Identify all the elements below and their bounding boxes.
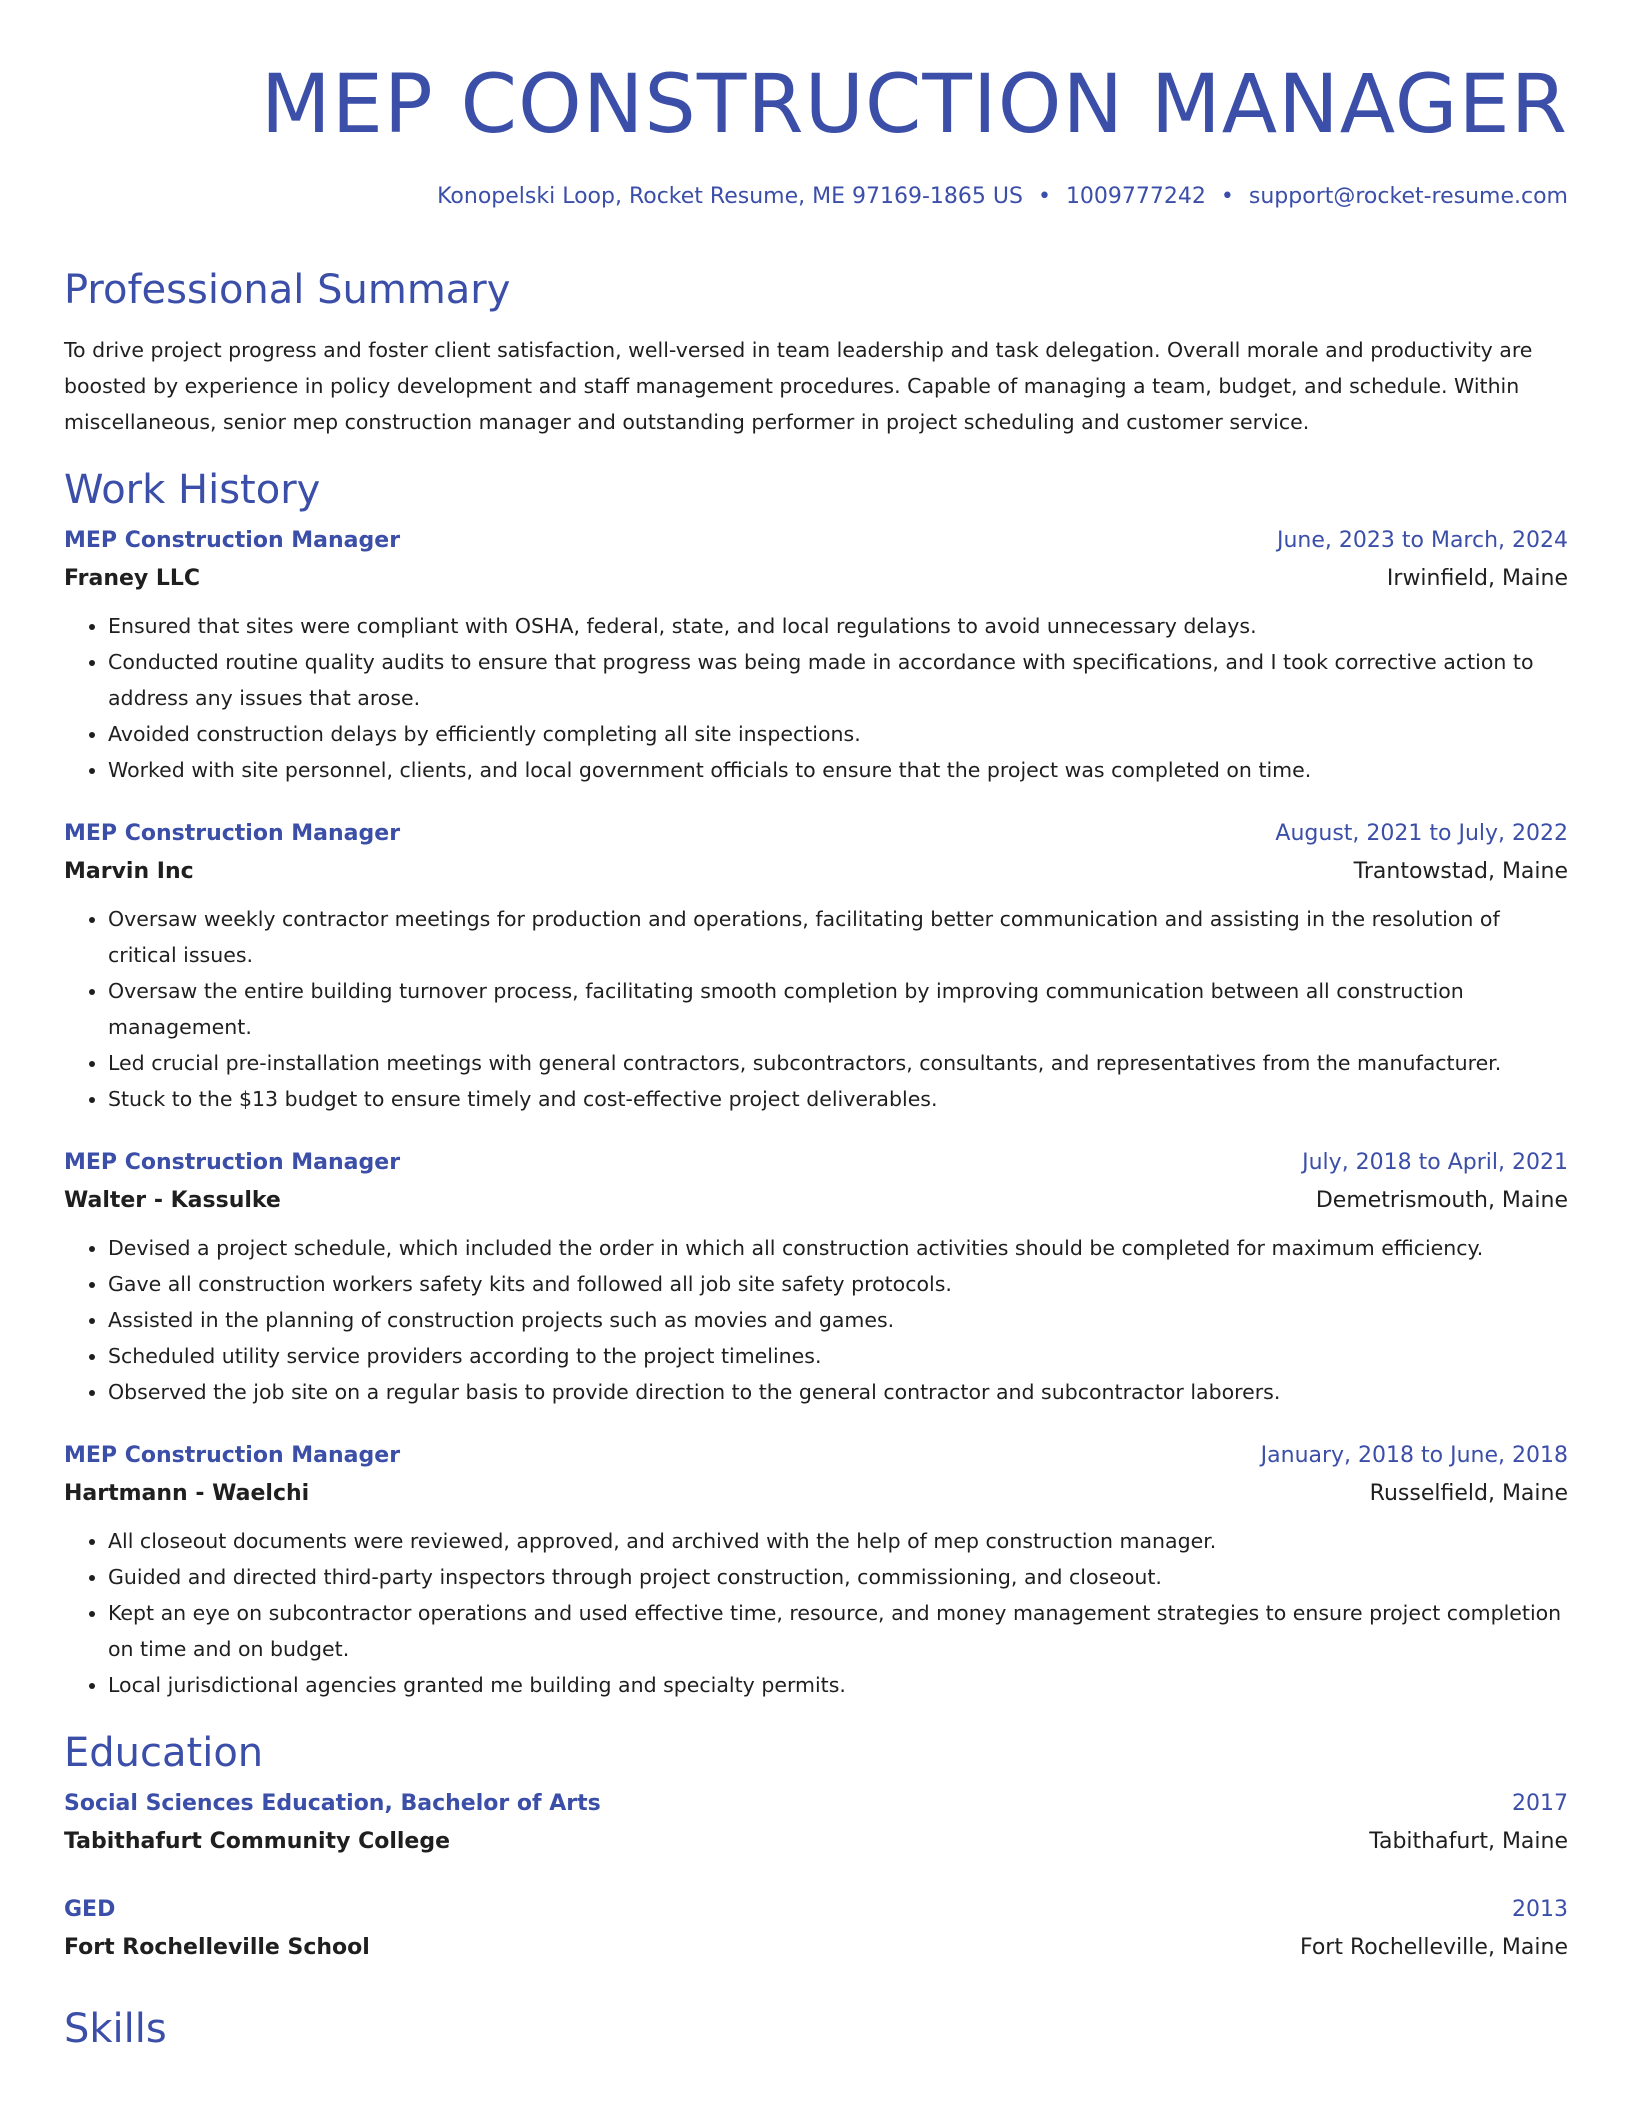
work-history-section — [64, 458, 1568, 1703]
job-bullets — [64, 1523, 1568, 1703]
contact-phone: 1009777242 — [1065, 184, 1206, 209]
job-location: Irwinfield, Maine — [1386, 566, 1568, 591]
skills-heading: Skills — [64, 2006, 167, 2052]
job-company: Walter - Kassulke — [64, 1188, 281, 1213]
resume-body — [64, 258, 1568, 2061]
job-bullets — [64, 608, 1568, 788]
job-bullet: • Led crucial pre-installation meetings with general contractors, subcontractors, consultants, and representatives from the manufacturer. — [108, 1045, 1568, 1081]
job-title: MEP Construction Manager — [64, 821, 401, 846]
job-bullet: • Oversaw weekly contractor meetings for production and operations, facilitating better communication and assisting in the resolution of critical issues. — [108, 901, 1568, 973]
job-bullet: • Kept an eye on subcontractor operations and used effective time, resource, and money management strategies to ensure project completion on time and on budget. — [108, 1595, 1568, 1667]
education-year: 2013 — [1512, 1897, 1568, 1922]
job-company: Marvin Inc — [64, 859, 194, 884]
job-bullet: • Scheduled utility service providers according to the project timelines. — [108, 1338, 1568, 1374]
job-entry — [64, 1437, 1568, 1703]
job-location: Russelfield, Maine — [1369, 1481, 1568, 1506]
education-entry — [64, 1785, 1568, 1861]
job-company: Franey LLC — [64, 566, 201, 591]
job-company-row — [64, 1475, 1568, 1513]
job-bullet: • Stuck to the $13 budget to ensure timely and cost-effective project deliverables. — [108, 1081, 1568, 1117]
job-dates: July, 2018 to April, 2021 — [1302, 1150, 1568, 1175]
education-header-row — [64, 1891, 1568, 1929]
contact-email: support@rocket-resume.com — [1248, 184, 1568, 209]
job-header-row — [64, 1437, 1568, 1475]
education-school-row — [64, 1823, 1568, 1861]
summary-text: To drive project progress and foster client satisfaction, well-versed in team leadership and task delegation. Overall morale and productivity are boosted by experience in policy development and staff management procedures. Capable of managing a team, budget, and schedule. Within miscellaneous, senior mep construction manager and outstanding performer in project scheduling and customer service. — [64, 338, 1533, 434]
summary-section — [64, 258, 1568, 440]
job-dates: June, 2023 to March, 2024 — [1277, 528, 1568, 553]
resume-title: MEP CONSTRUCTION MANAGER — [260, 58, 1568, 152]
education-degree: GED — [64, 1897, 116, 1922]
job-dates: August, 2021 to July, 2022 — [1275, 821, 1568, 846]
job-location: Trantowstad, Maine — [1353, 859, 1568, 884]
education-entry — [64, 1891, 1568, 1967]
education-school: Fort Rochelleville School — [64, 1935, 370, 1960]
job-header-row — [64, 815, 1568, 853]
job-location: Demetrismouth, Maine — [1315, 1188, 1568, 1213]
job-header-row — [64, 1144, 1568, 1182]
summary-heading: Professional Summary — [64, 267, 511, 313]
education-location: Fort Rochelleville, Maine — [1299, 1935, 1568, 1960]
job-company-row — [64, 853, 1568, 891]
education-school-row — [64, 1929, 1568, 1967]
job-bullet: • Observed the job site on a regular basis to provide direction to the general contractor and subcontractor laborers. — [108, 1374, 1568, 1410]
job-bullet: • Ensured that sites were compliant with OSHA, federal, state, and local regulations to avoid unnecessary delays. — [108, 608, 1568, 644]
education-section — [64, 1721, 1568, 1967]
work-history-heading: Work History — [64, 467, 321, 513]
contact-separator: • — [1220, 184, 1234, 209]
job-bullet: • Worked with site personnel, clients, and local government officials to ensure that the project was completed on time. — [108, 752, 1568, 788]
job-company-row — [64, 560, 1568, 598]
job-bullets — [64, 1230, 1568, 1410]
education-header-row — [64, 1785, 1568, 1823]
skills-section — [64, 1997, 1568, 2061]
job-bullet: • Guided and directed third-party inspectors through project construction, commissioning, and closeout. — [108, 1559, 1568, 1595]
job-title: MEP Construction Manager — [64, 528, 401, 553]
job-bullet: • Conducted routine quality audits to ensure that progress was being made in accordance with specifications, and I took corrective action to address any issues that arose. — [108, 644, 1568, 716]
contact-line — [437, 179, 1568, 215]
resume-page — [64, 0, 1568, 2112]
education-degree: Social Sciences Education, Bachelor of Arts — [64, 1791, 601, 1816]
job-company-row — [64, 1182, 1568, 1220]
job-bullet: • Assisted in the planning of construction projects such as movies and games. — [108, 1302, 1568, 1338]
job-bullets — [64, 901, 1568, 1117]
job-bullet: • Avoided construction delays by efficiently completing all site inspections. — [108, 716, 1568, 752]
job-bullet: • Oversaw the entire building turnover process, facilitating smooth completion by improving communication between all construction management. — [108, 973, 1568, 1045]
education-school: Tabithafurt Community College — [64, 1829, 451, 1854]
contact-separator: • — [1037, 184, 1051, 209]
job-title: MEP Construction Manager — [64, 1150, 401, 1175]
job-entry — [64, 815, 1568, 1117]
education-location: Tabithafurt, Maine — [1369, 1829, 1568, 1854]
job-title: MEP Construction Manager — [64, 1443, 401, 1468]
contact-address: Konopelski Loop, Rocket Resume, ME 97169-1865 US — [437, 184, 1023, 209]
job-dates: January, 2018 to June, 2018 — [1260, 1443, 1568, 1468]
job-entry — [64, 1144, 1568, 1410]
job-bullet: • Devised a project schedule, which included the order in which all construction activities should be completed for maximum efficiency. — [108, 1230, 1568, 1266]
job-header-row — [64, 522, 1568, 560]
job-bullet: • Gave all construction workers safety kits and followed all job site safety protocols. — [108, 1266, 1568, 1302]
job-bullet: • Local jurisdictional agencies granted me building and specialty permits. — [108, 1667, 1568, 1703]
education-heading: Education — [64, 1730, 264, 1776]
job-entry — [64, 522, 1568, 788]
job-company: Hartmann - Waelchi — [64, 1481, 310, 1506]
education-year: 2017 — [1512, 1791, 1568, 1816]
job-bullet: • All closeout documents were reviewed, approved, and archived with the help of mep construction manager. — [108, 1523, 1568, 1559]
